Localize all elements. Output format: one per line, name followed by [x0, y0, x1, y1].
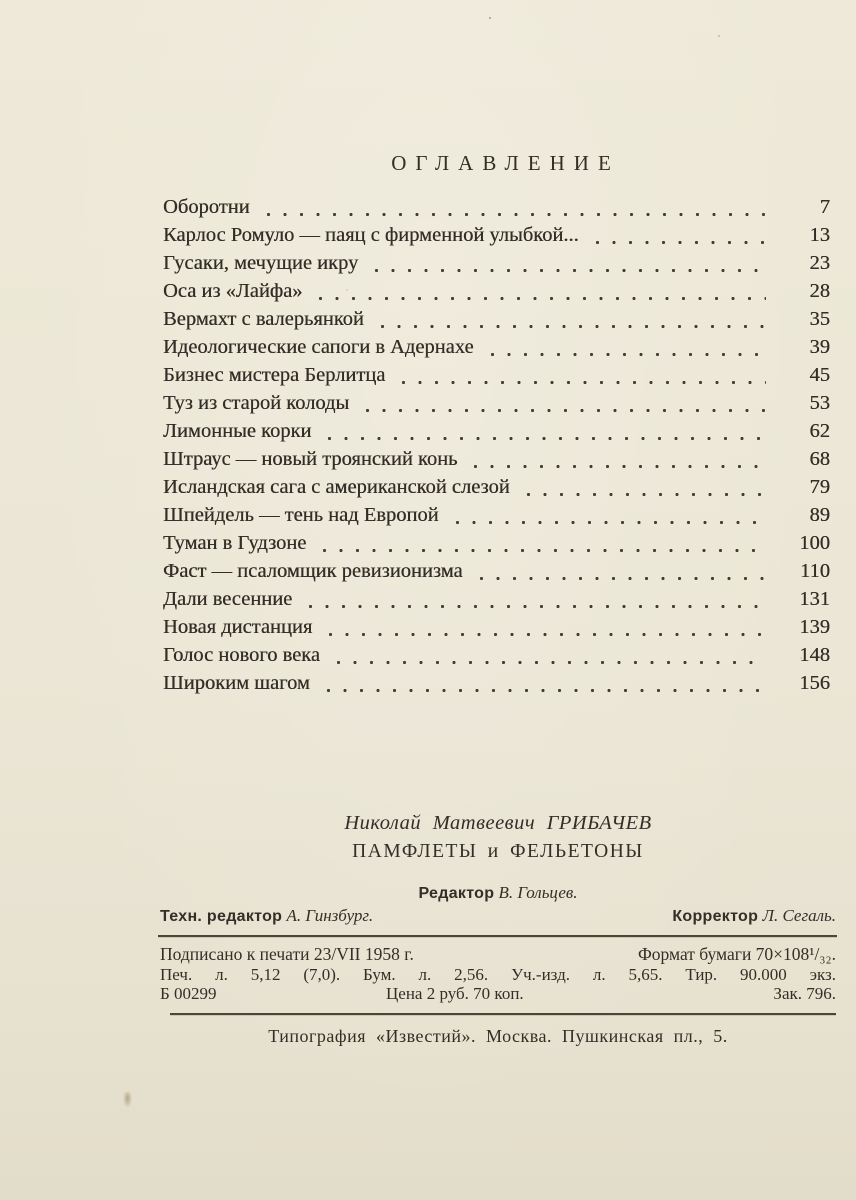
toc-entry-title: Оса из «Лайфа»: [163, 280, 303, 302]
toc-entry: [163, 616, 830, 644]
toc-entry-page-number: 79: [809, 476, 830, 498]
toc-entry-title: Штраус — новый троянский конь: [163, 448, 458, 470]
toc-entry-title: Туман в Гудзоне: [163, 532, 307, 554]
toc-entry-page-number: 156: [799, 672, 830, 694]
staff-line: [160, 906, 836, 926]
toc-entry: [163, 420, 830, 448]
dot-leader: [365, 408, 766, 413]
toc-entry-title: Оборотни: [163, 196, 250, 218]
toc-entry: [163, 280, 830, 308]
paper-format: Формат бумаги 70×108¹/₃₂.: [637, 944, 836, 964]
dot-leader: [308, 604, 766, 609]
toc-entry: [163, 252, 830, 280]
signed-to-print: Подписано к печати 23/VII 1958 г.: [160, 944, 414, 964]
dot-leader: [455, 520, 766, 525]
toc-entry-page-number: 7: [819, 196, 830, 218]
proofreader-name: Л. Сегаль.: [762, 906, 836, 925]
toc-entry: [163, 364, 830, 392]
dot-leader: [328, 632, 766, 637]
tech-editor-label: Техн. редактор: [160, 908, 283, 925]
toc-entry-title: Широким шагом: [163, 672, 310, 694]
toc-entry: [163, 560, 830, 588]
toc-entry-page-number: 45: [809, 364, 830, 386]
proofreader: [672, 906, 836, 926]
tech-editor-name: А. Гинзбург.: [286, 906, 374, 925]
dot-leader: [401, 380, 766, 385]
toc-entry: [163, 392, 830, 420]
dot-leader: [374, 268, 766, 273]
toc-entry-title: Карлос Ромуло — паяц с фирменной улыбкой...: [163, 224, 579, 246]
toc-entry: [163, 644, 830, 672]
toc-entry-title: Идеологические сапоги в Адернахе: [163, 336, 474, 358]
toc-entry-page-number: 23: [809, 252, 830, 274]
toc-entry-page-number: 28: [809, 280, 830, 302]
editor-name: В. Гольцев.: [498, 883, 578, 902]
toc-entry-page-number: 13: [809, 224, 830, 246]
imprint-line-3: [160, 984, 836, 1003]
toc-entry-page-number: 68: [809, 448, 830, 470]
dot-leader: [326, 688, 766, 693]
book-title: ПАМФЛЕТЫ и ФЕЛЬЕТОНЫ: [352, 841, 644, 862]
toc-entry-title: Шпейдель — тень над Европой: [163, 504, 439, 526]
proofreader-label: Корректор: [672, 908, 759, 925]
dot-leader: [322, 548, 766, 553]
dot-leader: [318, 296, 766, 301]
toc-entry: [163, 504, 830, 532]
page-title: ОГЛАВЛЕНИЕ: [391, 151, 620, 175]
toc-entry-page-number: 131: [799, 588, 830, 610]
dot-leader: [479, 576, 766, 581]
tech-editor: [160, 906, 373, 926]
dot-leader: [327, 436, 766, 441]
toc-entry-page-number: 110: [800, 560, 830, 582]
toc-entry-page-number: 148: [799, 644, 830, 666]
dot-leader: [490, 352, 766, 357]
toc-entry: [163, 336, 830, 364]
dot-leader: [266, 212, 766, 217]
paper-smudge: [123, 1092, 132, 1108]
editor-label: Редактор: [418, 885, 495, 902]
dot-leader: [336, 660, 766, 665]
dot-leader: [473, 464, 766, 469]
toc-entry-title: Бизнес мистера Берлитца: [163, 364, 386, 386]
toc-entry: [163, 476, 830, 504]
toc-entry: [163, 224, 830, 252]
order-code: Б 00299: [160, 984, 217, 1003]
toc-entry-page-number: 89: [809, 504, 830, 526]
horizontal-rule-bottom: [170, 1013, 836, 1015]
toc-entry-title: Голос нового века: [163, 644, 320, 666]
toc-entry-page-number: 39: [809, 336, 830, 358]
dot-leader: [526, 492, 766, 497]
author-name: Николай Матвеевич ГРИБАЧЕВ: [344, 812, 652, 834]
order-number: Зак. 796.: [773, 984, 836, 1003]
toc-entry-page-number: 62: [809, 420, 830, 442]
toc-entry-page-number: 35: [809, 308, 830, 330]
toc-entry: [163, 448, 830, 476]
toc-entry-title: Вермахт с валерьянкой: [163, 308, 364, 330]
toc-entry-page-number: 139: [799, 616, 830, 638]
price: Цена 2 руб. 70 коп.: [386, 984, 524, 1003]
toc-entry-page-number: 53: [809, 392, 830, 414]
imprint-line-1: [160, 944, 836, 965]
printing-house-line: Типография «Известий». Москва. Пушкинская пл., 5.: [268, 1026, 728, 1046]
toc-entry: [163, 672, 830, 700]
toc-entry-title: Туз из старой колоды: [163, 392, 350, 414]
toc-entry-title: Исландская сага с американской слезой: [163, 476, 510, 498]
horizontal-rule-top: [158, 935, 837, 937]
editor-line: [160, 883, 836, 903]
toc-entry: [163, 196, 830, 224]
table-of-contents: [163, 196, 830, 700]
toc-entry-title: Дали весенние: [163, 588, 293, 610]
imprint-line-2: Печ. л. 5,12 (7,0). Бум. л. 2,56. Уч.-изд. л. 5,65. Тир. 90.000 экз.: [160, 965, 836, 984]
toc-entry-title: Гусаки, мечущие икру: [163, 252, 359, 274]
dot-leader: [595, 240, 766, 245]
paper-speck: [489, 17, 491, 19]
dot-leader: [380, 324, 766, 329]
toc-entry-page-number: 100: [799, 532, 830, 554]
toc-entry-title: Фаст — псаломщик ревизионизма: [163, 560, 463, 582]
toc-entry: [163, 532, 830, 560]
toc-entry: [163, 308, 830, 336]
toc-entry: [163, 588, 830, 616]
toc-entry-title: Новая дистанция: [163, 616, 313, 638]
toc-entry-title: Лимонные корки: [163, 420, 312, 442]
